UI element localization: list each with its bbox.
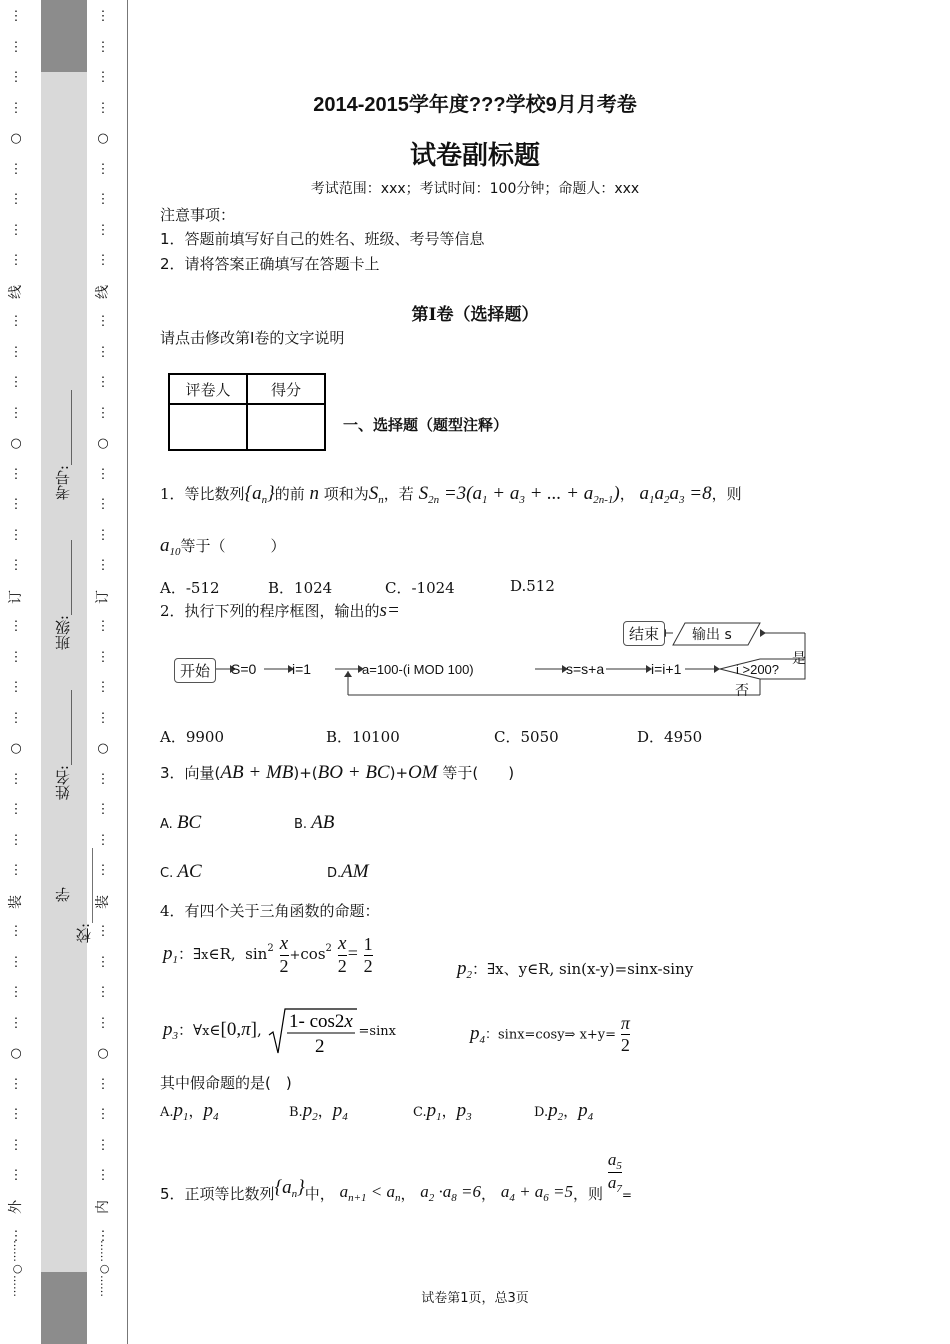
margin-dot: ⋮ (96, 1168, 110, 1183)
svg-text:1- cos2x: 1- cos2x (288, 1011, 353, 1032)
option-b[interactable]: $B.p_2$，$p_4$ (289, 1100, 348, 1123)
proposition-p2: $p_2$：∃x、y∈R, sin(x-y)=sinx-siny (457, 958, 694, 981)
section-title: 第I卷（选择题） (411, 305, 539, 325)
flow-end: 结束 (623, 621, 665, 646)
notes-heading: 注意事项： (160, 206, 236, 224)
margin-dot: ⋮ (9, 680, 23, 695)
grader-cell[interactable] (169, 404, 247, 450)
margin-circle: ○ (10, 131, 22, 146)
flow-ii: i=i+1 (651, 661, 682, 677)
proposition-p3: $p_3$：∀x∈[0,π], 1- cos2x 2 =sinx (163, 1005, 396, 1057)
margin-dot: ⋮ (96, 1107, 110, 1122)
question-1-cont: $a_{10}$等于（ ） (160, 535, 286, 558)
option-c[interactable]: $C.p_1$，$p_3$ (413, 1100, 472, 1123)
option-d[interactable]: D.AM (327, 861, 369, 882)
margin-dot: ⋮ (9, 558, 23, 573)
margin-dot: ⋮ (9, 1107, 23, 1122)
option-c[interactable]: C．5050 (494, 728, 559, 746)
option-d[interactable]: D．4950 (637, 728, 703, 746)
option-c[interactable]: C. AC (160, 861, 202, 882)
margin-dot: ⋮ (96, 223, 110, 238)
part-title: 一、选择题（题型注释） (343, 416, 509, 434)
margin-dot: ⋮ (9, 863, 23, 878)
margin-dot: ⋮ (96, 833, 110, 848)
margin-gray-top (41, 0, 87, 72)
flow-start: 开始 (174, 658, 216, 683)
margin-dot: ⋮ (9, 1229, 23, 1244)
margin-circle: ○ (97, 436, 109, 451)
margin-dot: ⋮ (96, 40, 110, 55)
option-a[interactable]: $A.p_1$，$p_4$ (160, 1100, 219, 1123)
margin-dot: ⋮ (9, 924, 23, 939)
margin-dot: ⋮ (9, 101, 23, 116)
option-a[interactable]: A．9900 (160, 728, 225, 746)
margin-dot: ⋮ (96, 70, 110, 85)
margin-dot: ⋮ (9, 375, 23, 390)
margin-mark: 装 (8, 895, 24, 909)
margin-dot: ⋮ (9, 528, 23, 543)
margin-mark: 装 (95, 895, 111, 909)
margin-dot: ⋮ (9, 223, 23, 238)
field-exam-no[interactable]: 考号:__________ (54, 390, 72, 501)
margin-mark: 线 (8, 285, 24, 299)
score-header: 得分 (247, 374, 325, 404)
margin-dot: ⋮ (96, 985, 110, 1000)
margin-circle: ○ (10, 1046, 22, 1061)
inner-dotted-line (95, 0, 111, 1344)
margin-dot: ⋮ (96, 467, 110, 482)
flow-a: a=100-(i MOD 100) (362, 662, 474, 677)
sqrt-expression (267, 1005, 359, 1057)
margin-dot: ⋮ (96, 1229, 110, 1244)
margin-dot: ⋮ (9, 70, 23, 85)
question-4-prompt: 其中假命题的是( ) (160, 1074, 292, 1092)
margin-tail: ……○…… (98, 1240, 111, 1297)
option-b[interactable]: B．10100 (326, 728, 400, 746)
margin-dot: ⋮ (96, 101, 110, 116)
margin-dot: ⋮ (9, 40, 23, 55)
question-4: 4．有四个关于三角函数的命题： (160, 902, 380, 920)
margin-circle: ○ (10, 741, 22, 756)
margin-dot: ⋮ (9, 833, 23, 848)
margin-dot: ⋮ (9, 1016, 23, 1031)
margin-mark: 订 (8, 590, 24, 604)
note-item: 2．请将答案正确填写在答题卡上 (160, 255, 380, 273)
margin-dot: ⋮ (96, 680, 110, 695)
margin-dot: ⋮ (96, 863, 110, 878)
margin-dot: ⋮ (9, 955, 23, 970)
grader-header: 评卷人 (169, 374, 247, 404)
margin-dot: ⋮ (9, 9, 23, 24)
margin-dot: ⋮ (9, 1077, 23, 1092)
margin-dot: ⋮ (96, 558, 110, 573)
margin-dot: ⋮ (96, 192, 110, 207)
margin-circle: ○ (10, 436, 22, 451)
margin-dot: ⋮ (9, 650, 23, 665)
margin-dot: ⋮ (9, 497, 23, 512)
margin-dot: ⋮ (96, 9, 110, 24)
margin-dot: ⋮ (96, 345, 110, 360)
margin-dot: ⋮ (96, 619, 110, 634)
margin-divider (127, 0, 128, 1344)
margin-dot: ⋮ (96, 802, 110, 817)
margin-dot: ⋮ (9, 772, 23, 787)
margin-dot: ⋮ (96, 375, 110, 390)
margin-dot: ⋮ (96, 650, 110, 665)
margin-dot: ⋮ (9, 1168, 23, 1183)
margin-dot: ⋮ (9, 467, 23, 482)
margin-dot: ⋮ (96, 1016, 110, 1031)
margin-dot: ⋮ (96, 406, 110, 421)
page-footer: 试卷第1页，总3页 (421, 1291, 529, 1306)
proposition-p4: $p_4$：sinx=cosy⇒ x+y= $\frac{\pi}{2}$ (470, 1013, 630, 1055)
flow-cond: i >200? (736, 662, 780, 677)
option-b[interactable]: B．1024 (268, 579, 333, 597)
exam-title: 2014-2015学年度???学校9月月考卷 (313, 94, 637, 116)
option-b[interactable]: B. AB (294, 812, 335, 833)
option-d[interactable]: D.512 (510, 577, 555, 595)
margin-circle: ○ (97, 1046, 109, 1061)
margin-dot: ⋮ (96, 162, 110, 177)
question-3: 3．向量(AB + MB)+(BO + BC)+OM 等于( ) (160, 762, 515, 783)
margin-dot: ⋮ (9, 619, 23, 634)
margin-mark: 内 (95, 1200, 111, 1214)
field-school[interactable]: 学校:__________ (54, 847, 93, 943)
option-c[interactable]: C．-1024 (385, 579, 455, 597)
exam-info: 考试范围：xxx；考试时间：100分钟；命题人：xxx (310, 181, 640, 197)
exam-subtitle: 试卷副标题 (409, 141, 540, 171)
section-description[interactable]: 请点击修改第I卷的文字说明 (160, 329, 345, 347)
margin-dot: ⋮ (9, 345, 23, 360)
margin-gray-bottom (41, 1272, 87, 1344)
margin-dot: ⋮ (9, 711, 23, 726)
option-a[interactable]: A．-512 (160, 579, 220, 597)
option-a[interactable]: A. BC (160, 812, 202, 833)
margin-circle: ○ (97, 131, 109, 146)
margin-dot: ⋮ (96, 924, 110, 939)
proposition-p1: $p_1$：∃x∈R, $\sin^2$ $\frac{x}{2}$ $+\cos^2$ $\frac{x}{2}$ = $\frac{1}{2}$ (163, 933, 373, 976)
margin-dot: ⋮ (96, 955, 110, 970)
student-info-fields (52, 390, 93, 950)
margin-mark: 外 (8, 1200, 24, 1214)
grader-table (168, 373, 326, 451)
svg-text:2: 2 (314, 1036, 324, 1057)
question-2: 2．执行下列的程序框图，输出的s= (160, 600, 400, 621)
flow-yes: 是 (792, 651, 806, 667)
margin-dot: ⋮ (9, 253, 23, 268)
margin-dot: ⋮ (9, 192, 23, 207)
margin-dot: ⋮ (96, 497, 110, 512)
margin-dot: ⋮ (96, 528, 110, 543)
margin-dot: ⋮ (9, 1138, 23, 1153)
outer-dotted-line (8, 0, 24, 1344)
flow-ss: s=s+a (566, 661, 605, 677)
option-d[interactable]: $D.p_2$，$p_4$ (534, 1100, 594, 1123)
margin-dot: ⋮ (9, 314, 23, 329)
margin-dot: ⋮ (96, 314, 110, 329)
flow-s0: S=0 (231, 661, 257, 677)
score-cell[interactable] (247, 404, 325, 450)
margin-circle: ○ (97, 741, 109, 756)
margin-dot: ⋮ (9, 406, 23, 421)
margin-mark: 订 (95, 590, 111, 604)
margin-dot: ⋮ (96, 711, 110, 726)
margin-tail: ……○…… (11, 1240, 24, 1297)
question-5: 5．正项等比数列$\{a_n\}$中， $a_{n+1} < a_n$， $a_2 \cdot a_8 =6$， $a_4 + a_6 =5$，则 $\frac{a_5}{a_7}$ $_=$ (160, 1150, 632, 1204)
margin-dot: ⋮ (96, 1077, 110, 1092)
margin-dot: ⋮ (96, 772, 110, 787)
field-class[interactable]: 班级:__________ (54, 540, 72, 651)
field-name[interactable]: 姓名:__________ (54, 690, 72, 801)
margin-dot: ⋮ (96, 1138, 110, 1153)
flow-no: 否 (735, 683, 749, 699)
margin-mark: 线 (95, 285, 111, 299)
margin-dot: ⋮ (96, 253, 110, 268)
flow-i1: i=1 (292, 661, 312, 677)
flow-output: 输出 s (692, 627, 732, 643)
margin-dot: ⋮ (9, 985, 23, 1000)
note-item: 1．答题前填写好自己的姓名、班级、考号等信息 (160, 230, 485, 248)
margin-dot: ⋮ (9, 802, 23, 817)
question-1: 1．等比数列$\{a_n\}$的前 n 项和为$S_n$，若 $S_{2n} =3(a_1 + a_3$ + ... + $a_{2n-1}$)， $a_1a_2a_3 =8$，则 (160, 483, 742, 506)
margin-dot: ⋮ (9, 162, 23, 177)
